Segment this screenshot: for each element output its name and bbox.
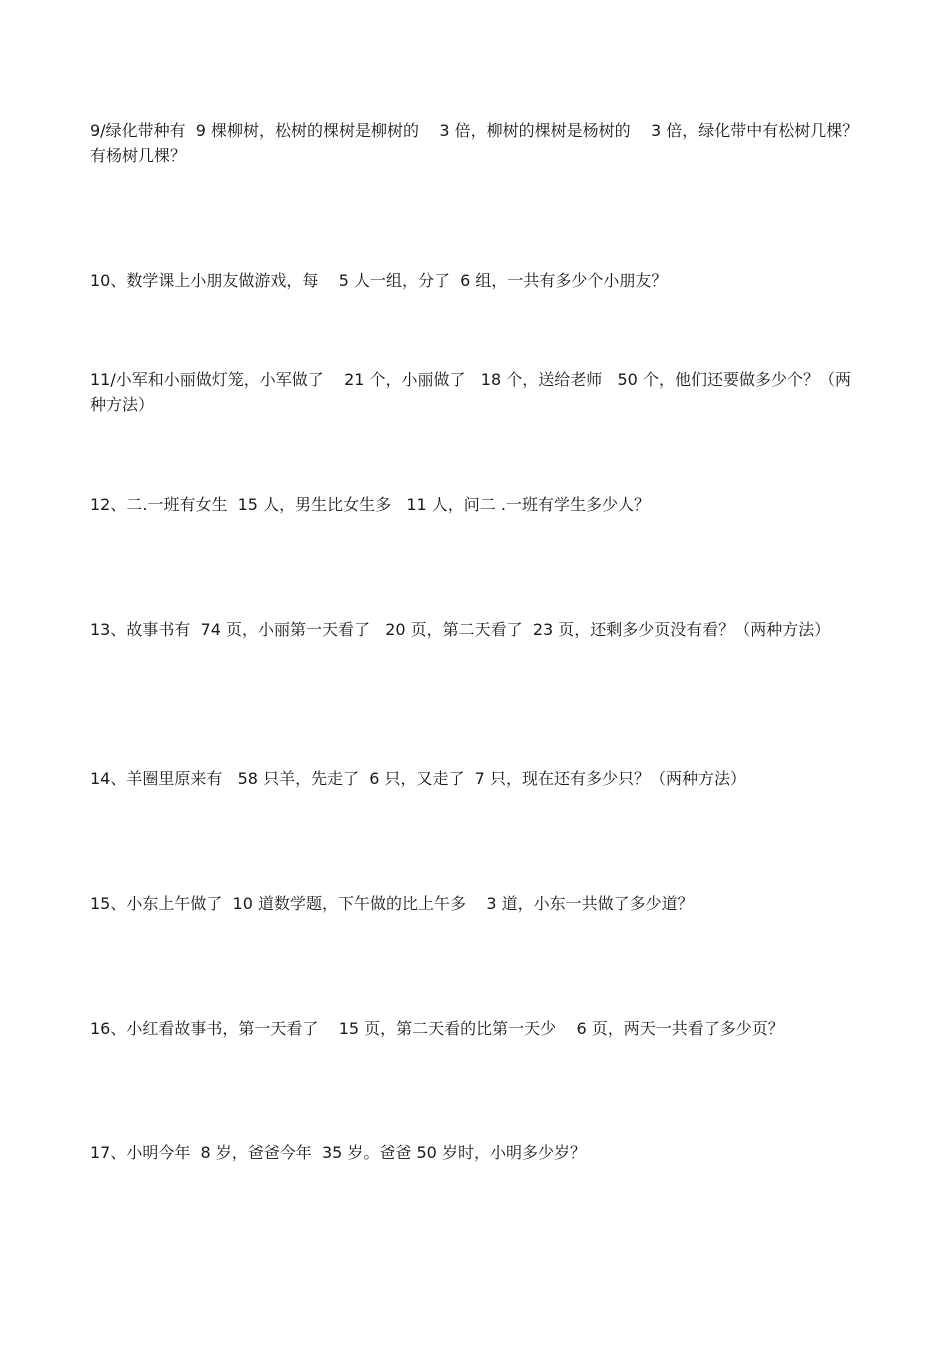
problem-13: 13、故事书有 74 页，小丽第一天看了 20 页，第二天看了 23 页，还剩多少页没有看？（两种方法） — [90, 620, 831, 639]
problem-14: 14、羊圈里原来有 58 只羊，先走了 6 只，又走了 7 只，现在还有多少只？（两种方法） — [90, 769, 746, 788]
problem-12: 12、二.一班有女生 15 人，男生比女生多 11 人，问二 .一班有学生多少人？ — [90, 495, 650, 514]
problem-16: 16、小红看故事书，第一天看了 15 页，第二天看的比第一天少 6 页，两天一共看了多少页？ — [90, 1019, 784, 1038]
problem-15: 15、小东上午做了 10 道数学题，下午做的比上午多 3 道，小东一共做了多少道？ — [90, 894, 694, 913]
problem-9: 9/绿化带种有 9 棵柳树，松树的棵树是柳树的 3 倍，柳树的棵树是杨树的 3 倍，绿化带中有松树几棵？有杨树几棵？ — [90, 121, 859, 165]
problem-17: 17、小明今年 8 岁，爸爸今年 35 岁。爸爸 50 岁时，小明多少岁？ — [90, 1143, 586, 1162]
problem-10: 10、数学课上小朋友做游戏，每 5 人一组，分了 6 组，一共有多少个小朋友？ — [90, 271, 668, 290]
problem-11: 11/小军和小丽做灯笼，小军做了 21 个，小丽做了 18 个，送给老师 50 个，他们还要做多少个？（两种方法） — [90, 370, 851, 414]
